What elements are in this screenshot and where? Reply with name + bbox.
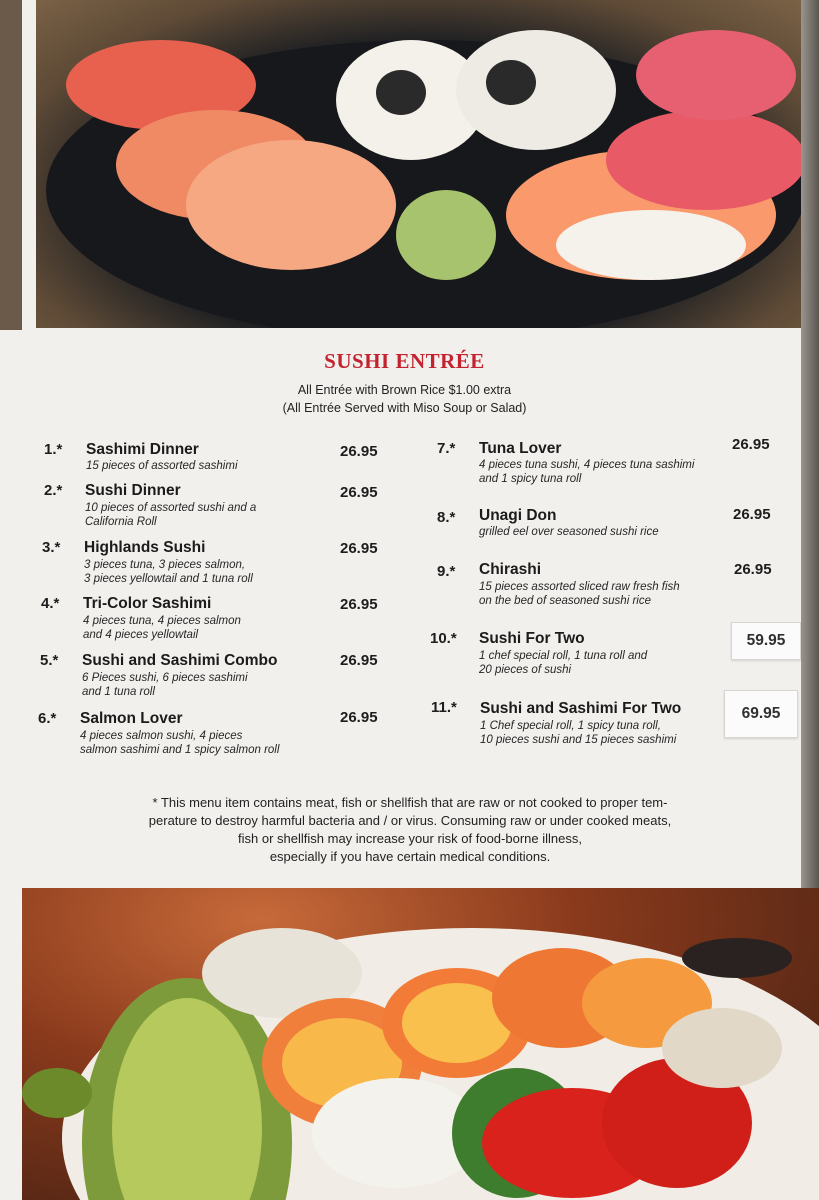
price-sticker xyxy=(731,622,801,660)
item-price: 59.95 xyxy=(746,632,786,649)
item-number: 11.* xyxy=(431,699,457,716)
item-number: 2.* xyxy=(44,482,63,499)
item-description: 6 Pieces sushi, 6 pieces sashimi and 1 tuna roll xyxy=(82,672,248,698)
item-description: 3 pieces tuna, 3 pieces salmon, 3 pieces yellowtail and 1 tuna roll xyxy=(84,559,253,585)
item-price: 26.95 xyxy=(340,652,378,669)
sushi-platter-photo xyxy=(36,0,801,328)
item-name: Salmon Lover xyxy=(80,710,183,727)
item-number: 8.* xyxy=(437,509,456,526)
item-number: 7.* xyxy=(437,440,456,457)
item-description: 15 pieces assorted sliced raw fresh fish on the bed of seasoned sushi rice xyxy=(479,581,680,607)
item-price: 69.95 xyxy=(741,705,781,722)
item-number: 4.* xyxy=(41,595,60,612)
item-price: 26.95 xyxy=(340,540,378,557)
item-number: 9.* xyxy=(437,563,456,580)
item-name: Unagi Don xyxy=(479,507,557,524)
item-name: Highlands Sushi xyxy=(84,539,206,556)
table-edge xyxy=(0,0,22,330)
item-name: Sushi For Two xyxy=(479,630,585,647)
item-name: Sushi Dinner xyxy=(85,482,181,499)
item-name: Sushi and Sashimi Combo xyxy=(82,652,278,669)
item-name: Sashimi Dinner xyxy=(86,441,199,458)
sushi-rolls-photo xyxy=(22,888,819,1200)
item-description: 15 pieces of assorted sashimi xyxy=(86,460,238,472)
item-price: 26.95 xyxy=(732,436,770,453)
section-title: SUSHI ENTRÉE xyxy=(324,349,485,373)
subtitle-miso-soup: (All Entrée Served with Miso Soup or Salad) xyxy=(282,401,527,415)
item-number: 10.* xyxy=(430,630,457,647)
item-number: 6.* xyxy=(38,710,57,727)
item-price: 26.95 xyxy=(733,506,771,523)
item-number: 5.* xyxy=(40,652,59,669)
item-description: 10 pieces of assorted sushi and a California Roll xyxy=(85,502,257,528)
item-name: Tuna Lover xyxy=(479,440,562,457)
raw-food-advisory: * This menu item contains meat, fish or shellfish that are raw or not cooked to proper tem- perature to destroy harmful bacteria and / or virus. Consuming raw or under cooked meats, fish or shellfish may increase your risk of food-borne illness, especially if you have certain medical conditions. xyxy=(148,795,672,864)
item-price: 26.95 xyxy=(340,709,378,726)
item-price: 26.95 xyxy=(340,484,378,501)
item-description: 4 pieces tuna sushi, 4 pieces tuna sashimi and 1 spicy tuna roll xyxy=(479,459,695,485)
item-description: 4 pieces salmon sushi, 4 pieces salmon sashimi and 1 spicy salmon roll xyxy=(80,730,280,756)
item-description: 4 pieces tuna, 4 pieces salmon and 4 pieces yellowtail xyxy=(83,615,241,641)
item-price: 26.95 xyxy=(340,596,378,613)
item-name: Tri-Color Sashimi xyxy=(83,595,212,612)
item-number: 3.* xyxy=(42,539,61,556)
subtitle-brown-rice: All Entrée with Brown Rice $1.00 extra xyxy=(297,383,512,397)
item-name: Sushi and Sashimi For Two xyxy=(480,700,682,717)
item-description: grilled eel over seasoned sushi rice xyxy=(479,526,659,538)
item-price: 26.95 xyxy=(734,561,772,578)
item-price: 26.95 xyxy=(340,443,378,460)
price-sticker xyxy=(724,690,798,738)
item-name: Chirashi xyxy=(479,561,542,578)
item-description: 1 Chef special roll, 1 spicy tuna roll, 10 pieces sushi and 15 pieces sashimi xyxy=(480,720,677,746)
item-number: 1.* xyxy=(44,441,63,458)
item-description: 1 chef special roll, 1 tuna roll and 20 pieces of sushi xyxy=(479,650,648,676)
